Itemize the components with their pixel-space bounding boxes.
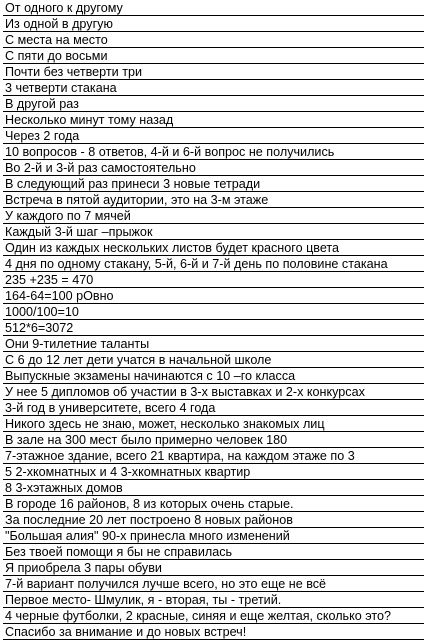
sheet-line-8: Несколько минут тому назад — [3, 112, 424, 128]
sheet-line-10: 10 вопросов - 8 ответов, 4-й и 6-й вопрос не получились — [3, 144, 424, 160]
sheet-line-40: Спасибо за внимание и до новых встреч! — [3, 624, 424, 640]
sheet-line-30: 5 2-хкомнатных и 4 3-хкомнатных квартир — [3, 464, 424, 480]
sheet-line-23: С 6 до 12 лет дети учатся в начальной школе — [3, 352, 424, 368]
sheet-line-4: С пяти до восьми — [3, 48, 424, 64]
sheet-line-18: 235 +235 = 470 — [3, 272, 424, 288]
sheet-line-28: В зале на 300 мест было примерно человек 180 — [3, 432, 424, 448]
sheet-line-25: У нее 5 дипломов об участии в 3-х выставках и 2-х конкурсах — [3, 384, 424, 400]
sheet-line-39: 4 черные футболки, 2 красные, синяя и еще желтая, сколько это? — [3, 608, 424, 624]
sheet-line-32: В городе 16 районов, 8 из которых очень старые. — [3, 496, 424, 512]
sheet-line-11: Во 2-й и 3-й раз самостоятельно — [3, 160, 424, 176]
sheet-line-9: Через 2 года — [3, 128, 424, 144]
sheet-line-14: У каждого по 7 мячей — [3, 208, 424, 224]
sheet-line-17: 4 дня по одному стакану, 5-й, 6-й и 7-й день по половине стакана — [3, 256, 424, 272]
sheet-line-1: От одного к другому — [3, 0, 424, 16]
sheet-line-3: С места на место — [3, 32, 424, 48]
sheet-line-5: Почти без четверти три — [3, 64, 424, 80]
sheet-line-29: 7-этажное здание, всего 21 квартира, на каждом этаже по 3 — [3, 448, 424, 464]
sheet-line-36: Я приобрела 3 пары обуви — [3, 560, 424, 576]
sheet-line-37: 7-й вариант получился лучше всего, но это еще не всё — [3, 576, 424, 592]
sheet-line-26: 3-й год в университете, всего 4 года — [3, 400, 424, 416]
sheet-line-13: Встреча в пятой аудитории, это на 3-м этаже — [3, 192, 424, 208]
sheet-line-33: За последние 20 лет построено 8 новых районов — [3, 512, 424, 528]
sheet-line-35: Без твоей помощи я бы не справилась — [3, 544, 424, 560]
sheet-line-31: 8 3-хэтажных домов — [3, 480, 424, 496]
sheet-line-6: 3 четверти стакана — [3, 80, 424, 96]
sheet-line-21: 512*6=3072 — [3, 320, 424, 336]
sheet-line-22: Они 9-тилетние таланты — [3, 336, 424, 352]
sheet-line-34: "Большая алия" 90-х принесла много изменений — [3, 528, 424, 544]
sheet-line-20: 1000/100=10 — [3, 304, 424, 320]
sheet-line-7: В другой раз — [3, 96, 424, 112]
sheet-line-12: В следующий раз принеси 3 новые тетради — [3, 176, 424, 192]
sheet-line-38: Первое место- Шмулик, я - вторая, ты - третий. — [3, 592, 424, 608]
sheet-line-19: 164-64=100 рОвно — [3, 288, 424, 304]
sheet-line-27: Никого здесь не знаю, может, несколько знакомых лиц — [3, 416, 424, 432]
sheet-line-16: Один из каждых нескольких листов будет красного цвета — [3, 240, 424, 256]
sheet-line-15: Каждый 3-й шаг –прыжок — [3, 224, 424, 240]
sheet-line-24: Выпускные экзамены начинаются с 10 –го класса — [3, 368, 424, 384]
sheet-line-2: Из одной в другую — [3, 16, 424, 32]
